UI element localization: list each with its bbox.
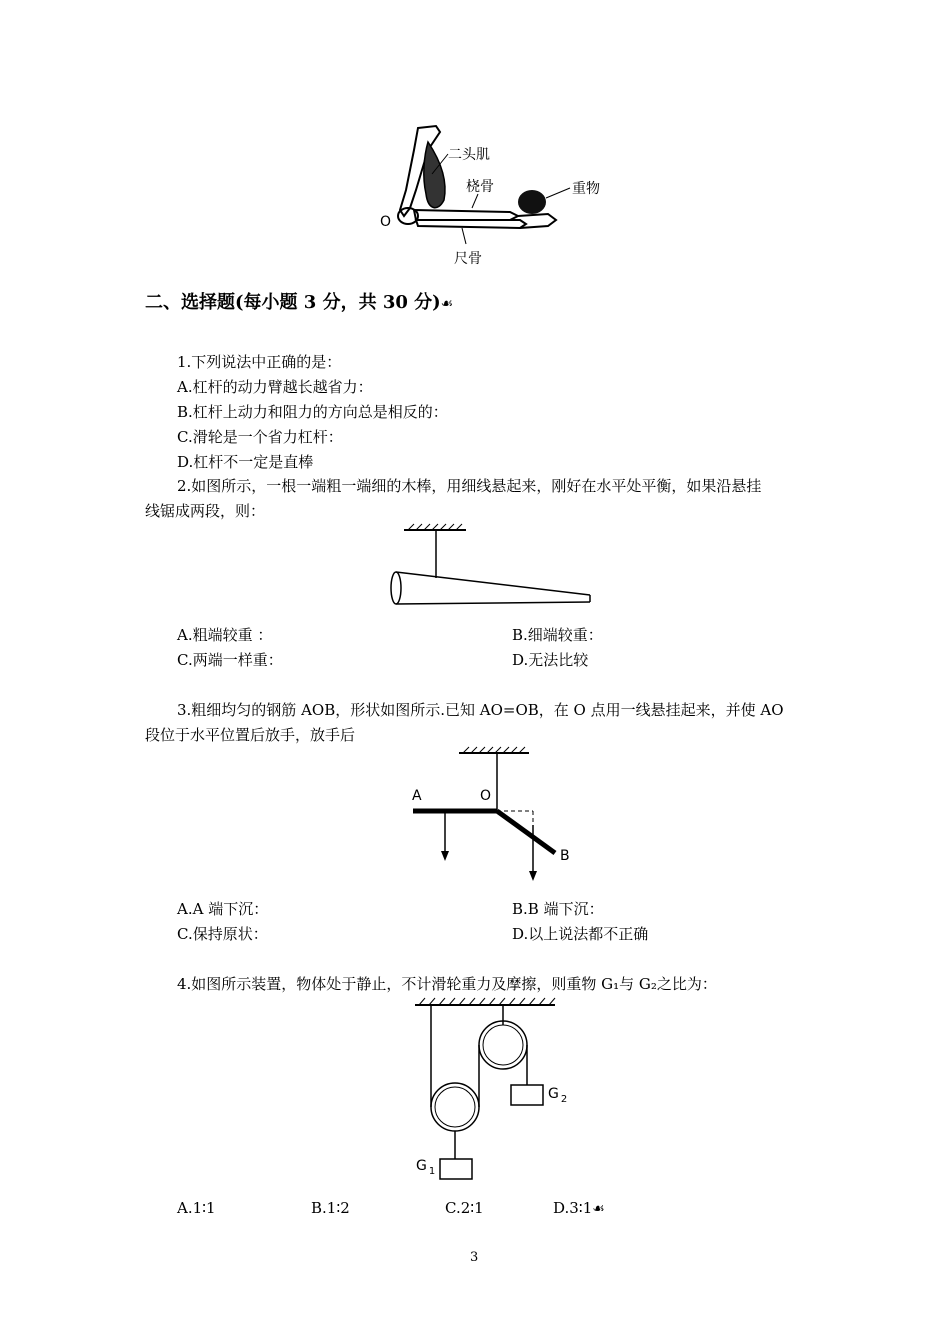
question-2-stem-line2: 线锯成两段，则： [145,502,266,520]
question-3-stem-line1: 3.粗细均匀的钢筋 AOB，形状如图所示.已知 AO=OB，在 O 点用一线悬挂起来，并使 AO [177,701,784,719]
rod-figure [380,520,620,610]
question-4-option-b: B.1∶2 [311,1199,350,1217]
section-title-text: 二、选择题(每小题 3 分，共 30 分) [145,292,441,313]
question-2-option-c: C.两端一样重： [177,651,283,669]
question-2-stem-line1: 2.如图所示，一根一端粗一端细的木棒，用细线悬起来，刚好在水平处平衡，如果沿悬挂 [177,477,762,495]
figure-label-g2-sub: 2 [560,1094,568,1105]
question-1-option-a: A.杠杆的动力臂越长越省力： [177,378,373,396]
label-pivot-o: O [380,214,392,230]
section-title [145,288,453,314]
question-1-option-c: C.滑轮是一个省力杠杆： [177,428,343,446]
question-4-stem: 4.如图所示装置，物体处于静止，不计滑轮重力及摩擦，则重物 G₁与 G₂之比为： [177,975,717,993]
question-1-option-b: B.杠杆上动力和阻力的方向总是相反的： [177,403,448,421]
question-1-stem: 1.下列说法中正确的是： [177,353,342,371]
question-3-stem-line2: 段位于水平位置后放手，放手后 [145,726,356,744]
label-radius: 桡骨 [466,179,494,195]
question-4-option-a: A.1∶1 [177,1199,216,1217]
question-1-option-d: D.杠杆不一定是直棒 [177,453,314,471]
arm-figure [370,120,620,270]
figure-label-g2-main: G [548,1086,559,1102]
figure-label-b: B [560,848,570,864]
question-3-option-d: D.以上说法都不正确 [512,925,649,943]
question-2-option-b: B.细端较重： [512,626,603,644]
label-weight: 重物 [572,181,600,197]
page-number: 3 [470,1250,479,1265]
question-3-option-c: C.保持原状： [177,925,268,943]
label-biceps: 二头肌 [448,147,490,163]
question-4-option-c: C.2∶1 [445,1199,484,1217]
question-3-option-a: A.A 端下沉： [177,900,269,918]
bent-rod-figure [405,745,605,885]
figure-label-o: O [480,788,492,804]
figure-label-g1 [416,1158,436,1177]
question-3-option-b: B.B 端下沉： [512,900,604,918]
question-1 [177,352,448,477]
fleuron-end-icon: ☙ [592,1201,605,1217]
question-4-option-d [553,1198,605,1219]
figure-label-a: A [412,788,422,804]
fleuron-icon: ☙ [440,296,454,312]
question-2-option-a: A.粗端较重 ： [177,626,273,644]
figure-label-g2 [548,1086,568,1105]
figure-label-g1-main: G [416,1158,427,1174]
label-ulna: 尺骨 [454,251,482,267]
question-2-option-d: D.无法比较 [512,651,589,669]
question-4-option-d-text: D.3∶1 [553,1199,593,1217]
figure-label-g1-sub: 1 [428,1166,436,1177]
